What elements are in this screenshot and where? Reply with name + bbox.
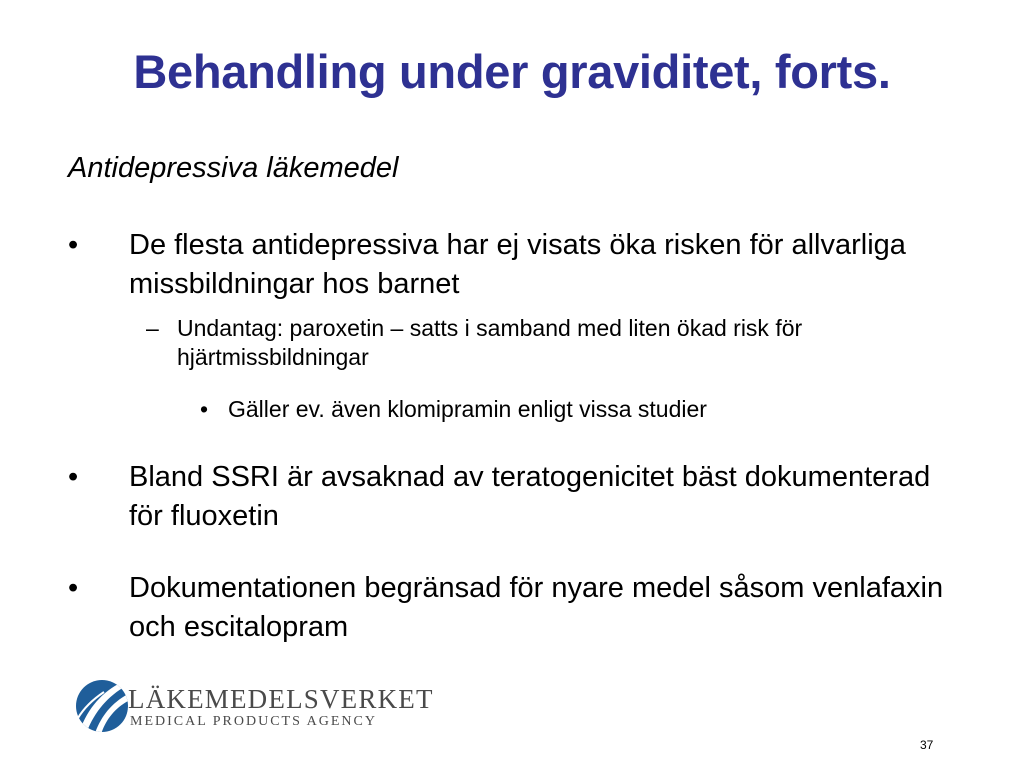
bullet-item [68,458,968,538]
sub-sub-bullet-item [200,395,900,425]
logo-agency: MEDICAL PRODUCTS AGENCY [130,714,377,729]
bullet-text: Dokumentationen begränsad för nyare medel såsom venlafaxin och escitalopram [129,572,944,643]
sub-bullet-marker: – [146,315,159,341]
bullet-marker: • [68,229,79,261]
bullet-item [68,226,968,306]
subheading: Antidepressiva läkemedel [68,152,399,184]
page-number: 37 [920,738,934,752]
slide-title: Behandling under graviditet, forts. [133,45,891,98]
sub-sub-bullet-marker: • [200,396,209,422]
sub-bullet-item [146,314,966,374]
lakemedelsverket-emblem-icon [74,678,130,734]
bullet-text: Bland SSRI är avsaknad av teratogenicitet bäst dokumenterad för fluoxetin [129,461,931,532]
bullet-text: De flesta antidepressiva har ej visats öka risken för allvarliga missbildningar hos barnet [129,229,906,300]
bullet-item [68,569,968,649]
sub-sub-bullet-text: Gäller ev. även klomipramin enligt vissa studier [228,396,707,422]
sub-bullet-text: Undantag: paroxetin – satts i samband med liten ökad risk för hjärtmissbildningar [177,315,803,370]
agency-logo [74,678,434,738]
bullet-marker: • [68,572,79,604]
logo-name: LÄKEMEDELSVERKET [128,684,434,714]
bullet-marker: • [68,461,79,493]
